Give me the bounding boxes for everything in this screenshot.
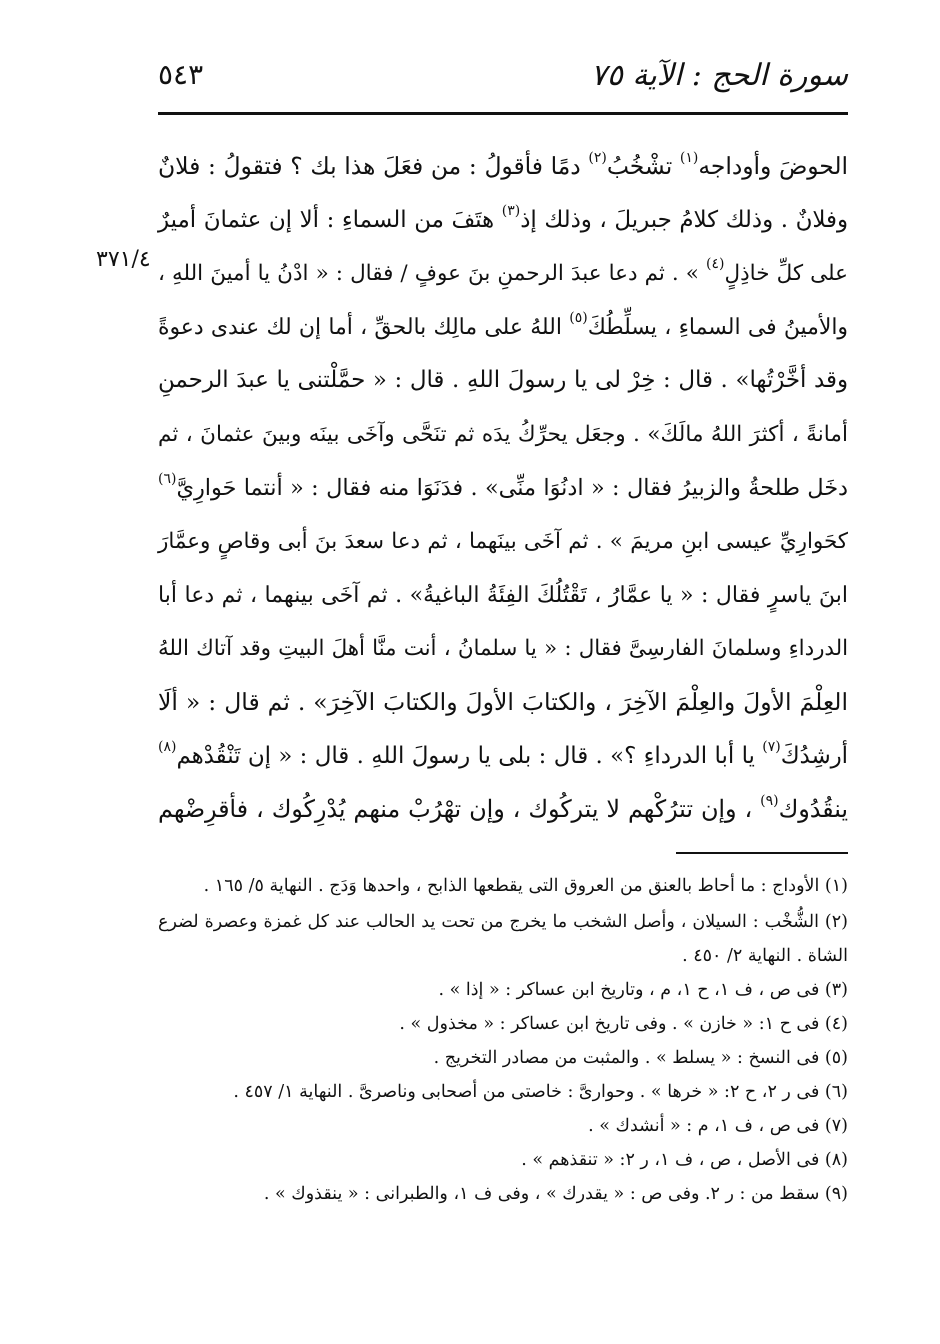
page-number: ٥٤٣ xyxy=(158,58,204,91)
header-rule xyxy=(158,112,848,115)
text-line xyxy=(158,730,848,784)
text-run: كحَوارِيِّ عيسى ابنِ مريمَ » . ثم آخَى بينَهما ، ثم دعا سعدَ بنَ أبى وقاصٍ وعمَّارَ xyxy=(158,529,848,555)
footnote: (٢) الشُّخْب : السيلان ، وأصل الشخب ما يخرج من تحت يد الحالب عند كل غمزة وعصرة لضرع xyxy=(158,912,848,932)
text-line xyxy=(158,140,848,194)
main-text xyxy=(158,140,848,837)
footnotes xyxy=(158,868,848,1211)
text-run: » . ثم دعا عبدَ الرحمنِ بنَ عوفٍ / فقال : « ادْنُ يا أمينَ اللهِ ، xyxy=(158,261,707,287)
footnote: (٤) فى ح ١: « خازن » . وفى تاريخ ابن عساكر : « مخذول » . xyxy=(399,1014,848,1034)
footnote: (٩) سقط من : ر ٢. وفى ص : « يقدرك » ، وفى ف ١، والطبرانى : « ينقذوك » . xyxy=(263,1184,848,1204)
footnote-ref: (٤) xyxy=(706,256,725,273)
text-line xyxy=(158,408,848,462)
text-run: ينقُدُوك xyxy=(778,795,848,824)
text-run: دخَل طلحةُ والزبيرُ فقال : « ادنُوَا منِّى» . فدَنَوَا منه فقال : « أنتما حَوارِيَّ xyxy=(176,474,848,501)
text-line xyxy=(158,622,848,676)
text-line xyxy=(158,354,848,408)
text-run: على كلِّ خاذِلٍ xyxy=(724,261,849,287)
footnote-ref: (٢) xyxy=(588,150,607,166)
footnote-ref: (٧) xyxy=(762,738,781,755)
text-run: أمانةً ، أكثرَ اللهُ مالَكَ» . وجعَل يحرِّكُ يدَه ثم تنَحَّى وآخَى بينَه وبينَ عثمانَ ، ثم xyxy=(158,421,848,447)
text-line xyxy=(158,569,848,623)
text-run: الدرداءِ وسلمانَ الفارسِىَّ فقال : « يا سلمانُ ، أنت منَّا أهلَ البيتِ وقد آتاك اللهُ xyxy=(158,636,848,662)
text-run: العِلْمَ الأولَ والعِلْمَ الآخِرَ ، والكتابَ الأولَ والكتابَ الآخِرَ» . ثم قال : « ألَا xyxy=(158,687,848,716)
text-run: دمًا فأقولُ : من فعَلَ هذا بك ؟ فتقولُ : فلانٌ xyxy=(158,152,589,180)
footnote-continuation: الشاة . النهاية ٢/ ٤٥٠ . xyxy=(682,946,848,966)
text-line xyxy=(158,515,848,569)
text-run: هتَفَ من السماءِ : ألا إن عثمانَ أميرٌ xyxy=(158,206,502,233)
margin-volume-page-note: ٣٧١/٤ xyxy=(96,247,151,272)
running-title: سورة الحج : الآية ٧٥ xyxy=(590,58,848,93)
footnote-ref: (٦) xyxy=(158,470,177,487)
text-run: تشْخُبُ xyxy=(606,152,680,180)
footnote: (٦) فى ر ٢، ح ٢: « خرها » . وحوارىَّ : خاصتى من أصحابى وناصرىَّ . النهاية ١/ ٤٥٧ . xyxy=(233,1082,848,1102)
footnote: (١) الأوداج : ما أحاط بالعنق من العروق التى يقطعها الذابح ، واحدها وَدَج . النهاية ٥/ ١٦٥ . xyxy=(203,876,848,896)
footnote: (٥) فى النسخ : « يسلط » . والمثبت من مصادر التخريج . xyxy=(433,1048,848,1068)
text-line xyxy=(158,247,848,301)
text-run: يا أبا الدرداءِ ؟» . قال : بلى يا رسولَ اللهِ . قال : « إن تَنْقُدْهم xyxy=(176,742,763,769)
footnote: (٣) فى ص ، ف ١، ح ١، م ، وتاريخ ابن عساكر : « إذا » . xyxy=(438,980,848,1000)
text-run: وفلانٌ . وذلك كلامُ جبريلَ ، وذلك إذ xyxy=(520,206,849,233)
text-line xyxy=(158,462,848,516)
text-run: أرشِدُكَ xyxy=(780,742,848,769)
footnote-ref: (٥) xyxy=(569,309,588,326)
footnote-ref: (٩) xyxy=(760,793,779,810)
text-line xyxy=(158,301,848,355)
text-run: الحوضَ وأوداجه xyxy=(698,152,848,180)
footnote: (٨) فى الأصل ، ص ، ف ١، ر ٢: « تنقذهم » . xyxy=(521,1150,848,1170)
footnote-ref: (٨) xyxy=(158,738,177,755)
footnote: (٧) فى ص ، ف ١، م : « أنشدك » . xyxy=(588,1116,848,1136)
text-line xyxy=(158,194,848,248)
text-line xyxy=(158,783,848,837)
text-run: وقد أخَّرْتُها» . قال : خِرْ لى يا رسولَ اللهِ . قال : « حمَّلْتنى يا عبدَ الرحمنِ xyxy=(158,367,848,394)
text-run: ابنَ ياسرٍ فقال : « يا عمَّارُ ، تَقْتُلُكَ الفِئَةُ الباغيةُ» . ثم آخَى بينهما ، ثم دعا أبا xyxy=(158,581,848,608)
footnote-ref: (١) xyxy=(679,150,699,166)
running-header xyxy=(158,52,848,102)
text-run: ، وإن تترُكْهم لا يتركُوك ، وإن تهْرُبْ منهم يُدْرِكُوك ، فأقرِضْهم xyxy=(158,795,761,824)
text-run: والأمينُ فى السماءِ ، يسلِّطُكَ xyxy=(587,314,848,340)
footnote-separator xyxy=(676,852,848,854)
text-line xyxy=(158,676,848,730)
text-run: اللهُ على مالِك بالحقِّ ، أما إن لك عندى دعوةً xyxy=(158,314,570,340)
footnote-ref: (٣) xyxy=(501,202,521,219)
